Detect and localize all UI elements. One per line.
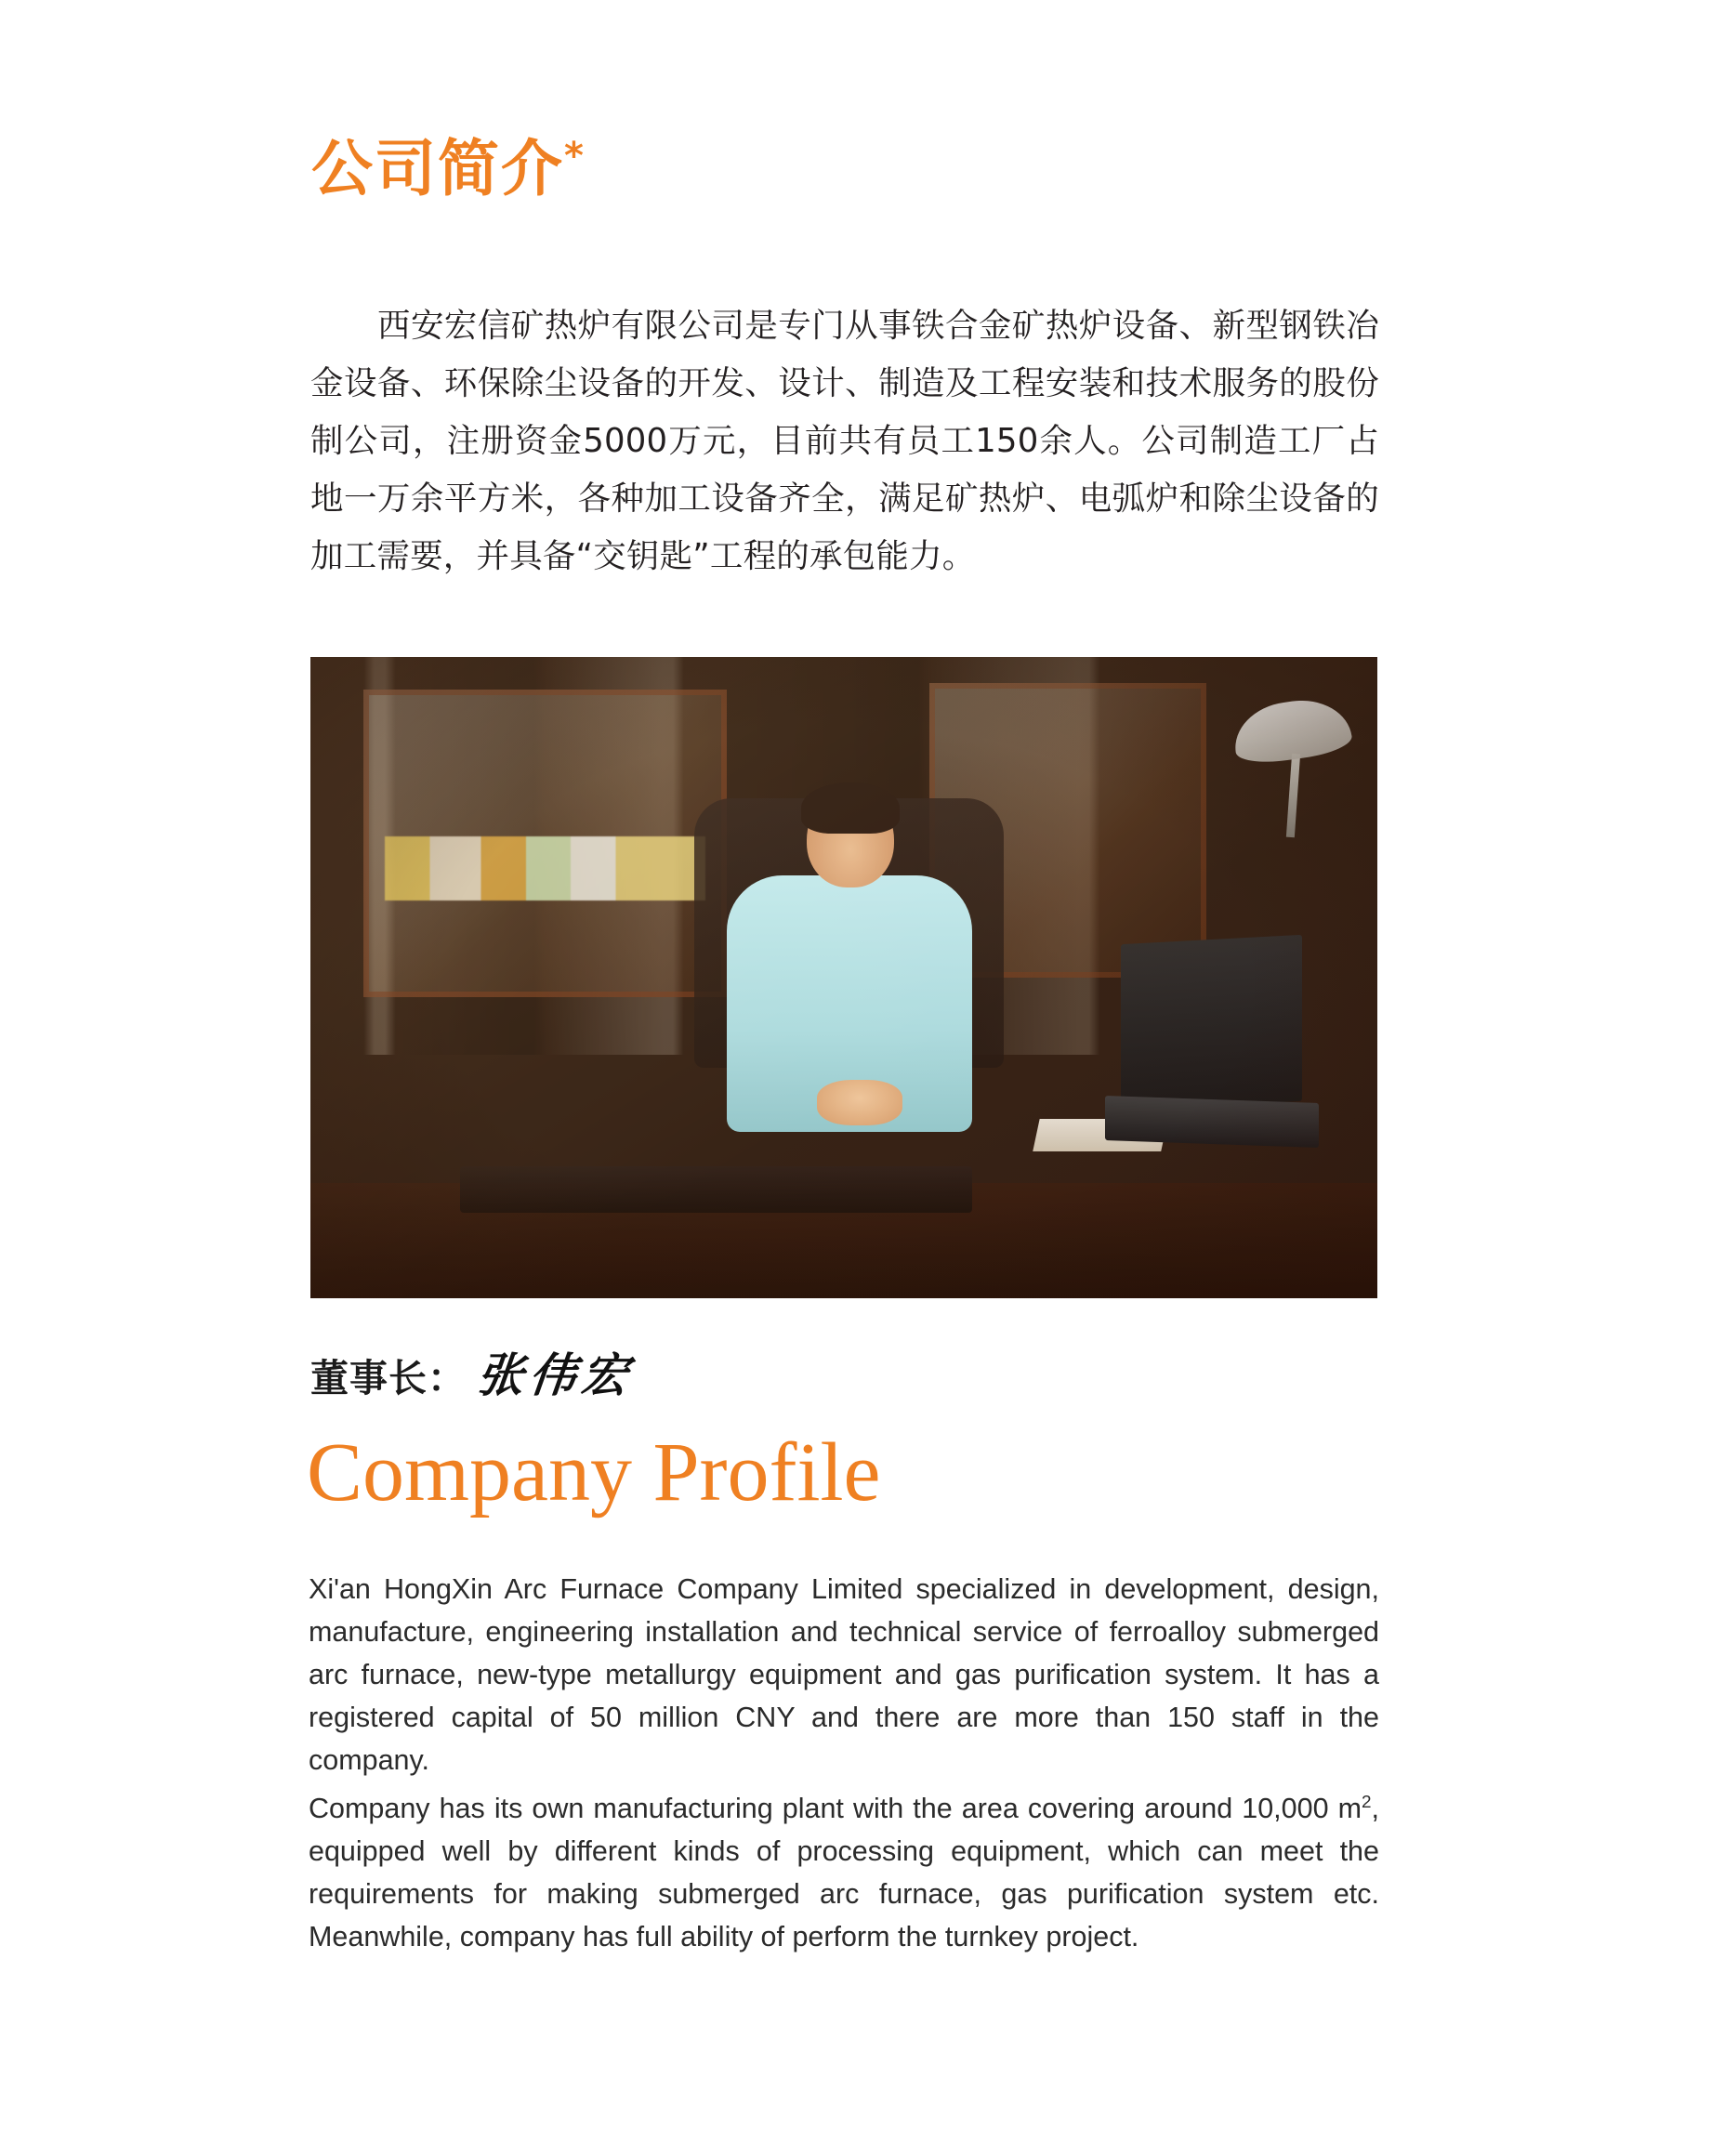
english-paragraph-2-part2: , equipped well by different kinds of processing equipment, which can meet the requirements for making submerged arc furnace, gas purification system etc. Meanwhile, company has full ability of perform the turnkey project. [309, 1793, 1379, 1953]
english-paragraph-2 [309, 1781, 1379, 1958]
photo-vignette [310, 657, 1377, 1298]
chinese-section-title [311, 133, 586, 204]
chairman-signature: 张伟宏 [474, 1348, 637, 1402]
chinese-section-title-text: 公司简介 [311, 133, 564, 204]
chairman-line [310, 1338, 637, 1405]
photo-background [310, 657, 1377, 1298]
english-paragraph-2-part1: Company has its own manufacturing plant with the area covering around 10,000 m [309, 1793, 1362, 1825]
square-meter-superscript: 2 [1362, 1793, 1372, 1812]
asterisk-mark: * [564, 135, 586, 177]
english-body [309, 1568, 1379, 1958]
english-section-title: Company Profile [307, 1426, 881, 1518]
chairman-photo [310, 657, 1377, 1298]
english-paragraph-1: Xi'an HongXin Arc Furnace Company Limited specialized in development, design, manufacture, engineering installation and technical service of ferroalloy submerged arc furnace, new-type metallurgy equipment and gas purification system. It has a registered capital of 50 million CNY and there are more than 150 staff in the company. [309, 1573, 1379, 1776]
chairman-label: 董事长： [310, 1356, 467, 1400]
chinese-body-paragraph: 西安宏信矿热炉有限公司是专门从事铁合金矿热炉设备、新型钢铁冶金设备、环保除尘设备的开发、设计、制造及工程安装和技术服务的股份制公司，注册资金5000万元，目前共有员工150余人。公司制造工厂占地一万余平方米，各种加工设备齐全，满足矿热炉、电弧炉和除尘设备的加工需要，并具备“交钥匙”工程的承包能力。 [310, 307, 1379, 575]
